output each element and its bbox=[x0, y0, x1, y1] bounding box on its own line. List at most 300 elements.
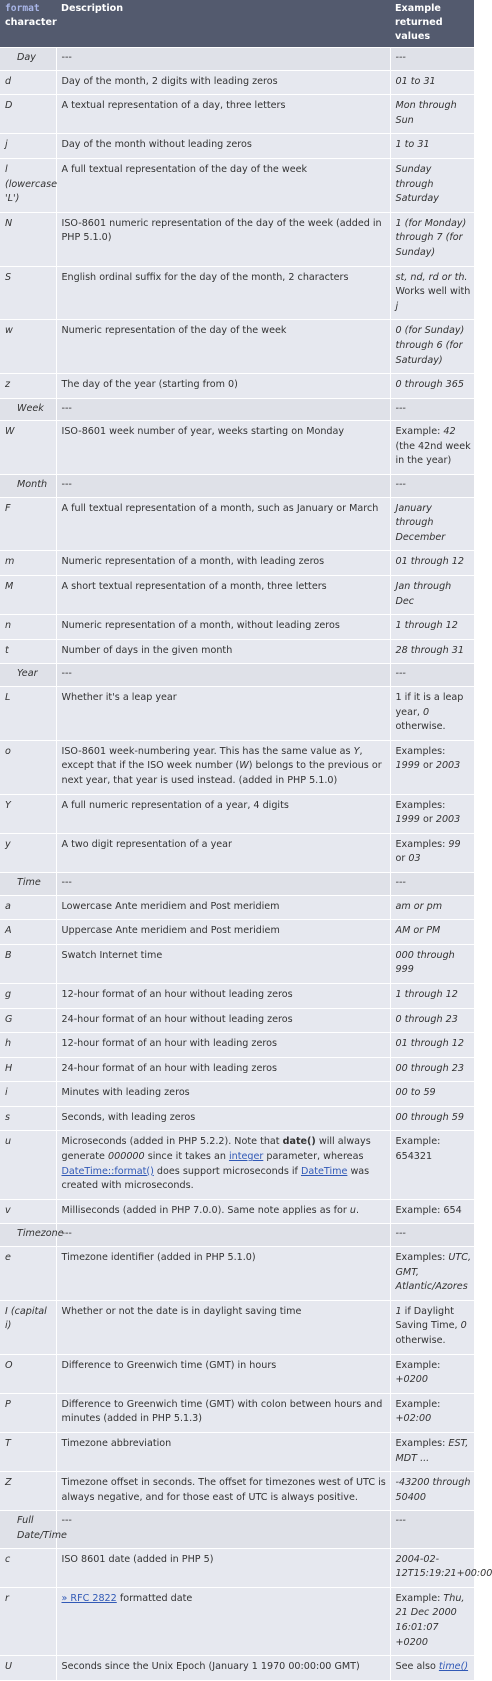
example-value-cell bbox=[390, 1656, 474, 1681]
text-segment: Examples: bbox=[396, 1252, 449, 1263]
example-value-cell bbox=[390, 1247, 474, 1301]
format-char: j bbox=[0, 134, 56, 159]
description-cell bbox=[56, 1247, 390, 1301]
text-segment: was created with microseconds. bbox=[62, 1166, 370, 1192]
example-value-cell: --- bbox=[390, 872, 474, 895]
example-value-cell bbox=[390, 1057, 474, 1082]
example-value-cell bbox=[390, 794, 474, 833]
header-format-code: format bbox=[5, 3, 40, 14]
description-cell: --- bbox=[56, 664, 390, 687]
header-example-values: Example returned values bbox=[390, 0, 474, 48]
doc-link[interactable]: integer bbox=[229, 1151, 263, 1162]
table-row bbox=[0, 983, 474, 1008]
text-segment: ) belongs to the previous or next year, that year is used instead. (added in PHP 5.1.0) bbox=[62, 760, 382, 786]
table-row bbox=[0, 158, 474, 212]
table-row bbox=[0, 615, 474, 640]
table-row bbox=[0, 687, 474, 741]
text-segment: A full textual representation of the day of the week bbox=[62, 164, 308, 175]
example-value-cell bbox=[390, 920, 474, 945]
text-segment: 28 through 31 bbox=[396, 645, 464, 656]
text-segment: if Daylight Saving Time, bbox=[396, 1306, 461, 1332]
description-cell bbox=[56, 1354, 390, 1393]
text-segment: Seconds, with leading zeros bbox=[62, 1112, 196, 1123]
table-row bbox=[0, 497, 474, 551]
description-cell bbox=[56, 421, 390, 475]
table-row bbox=[0, 1472, 474, 1511]
format-char: u bbox=[0, 1131, 56, 1199]
text-segment: Milliseconds (added in PHP 7.0.0). Same note applies as for bbox=[62, 1205, 350, 1216]
text-segment: 0 (for Sunday) through 6 (for Saturday) bbox=[396, 325, 465, 365]
text-segment: 01 through 12 bbox=[396, 556, 464, 567]
text-segment: -43200 through 50400 bbox=[396, 1477, 471, 1503]
text-segment: A two digit representation of a year bbox=[62, 839, 233, 850]
format-char: Y bbox=[0, 794, 56, 833]
text-segment: 0 bbox=[423, 707, 429, 718]
format-char: U bbox=[0, 1656, 56, 1681]
table-row bbox=[0, 1082, 474, 1107]
format-char: l (lowercase 'L') bbox=[0, 158, 56, 212]
description-cell bbox=[56, 1131, 390, 1199]
section-label: Timezone bbox=[0, 1224, 56, 1247]
text-segment: Whether it's a leap year bbox=[62, 692, 177, 703]
format-char: A bbox=[0, 920, 56, 945]
text-segment: English ordinal suffix for the day of the month, 2 characters bbox=[62, 272, 349, 283]
table-row bbox=[0, 1106, 474, 1131]
text-segment: Number of days in the given month bbox=[62, 645, 233, 656]
text-segment: Thu, 21 Dec 2000 16:01:07 +0200 bbox=[396, 1593, 465, 1648]
description-cell bbox=[56, 497, 390, 551]
table-row bbox=[0, 920, 474, 945]
text-segment: Minutes with leading zeros bbox=[62, 1087, 190, 1098]
example-value-cell bbox=[390, 895, 474, 920]
italic-text: 000000 bbox=[108, 1151, 145, 1162]
description-cell bbox=[56, 615, 390, 640]
example-value-cell: --- bbox=[390, 1511, 474, 1548]
table-row bbox=[0, 95, 474, 134]
example-value-cell bbox=[390, 320, 474, 374]
example-value-cell bbox=[390, 421, 474, 475]
table-row bbox=[0, 1131, 474, 1199]
description-cell bbox=[56, 1008, 390, 1033]
table-row bbox=[0, 833, 474, 872]
text-segment: will always generate bbox=[62, 1136, 371, 1162]
description-cell bbox=[56, 134, 390, 159]
description-cell bbox=[56, 740, 390, 794]
description-cell bbox=[56, 687, 390, 741]
format-char: y bbox=[0, 833, 56, 872]
format-char: n bbox=[0, 615, 56, 640]
text-segment: 000 through 999 bbox=[396, 950, 455, 976]
description-cell bbox=[56, 1082, 390, 1107]
format-char: r bbox=[0, 1587, 56, 1655]
text-segment: j bbox=[396, 301, 399, 312]
text-segment: otherwise. bbox=[396, 1335, 446, 1346]
doc-link[interactable]: time() bbox=[439, 1661, 468, 1672]
description-cell bbox=[56, 1432, 390, 1471]
description-cell: --- bbox=[56, 1511, 390, 1548]
text-segment: 1 if it is a leap year, bbox=[396, 692, 464, 718]
doc-link[interactable]: DateTime bbox=[301, 1166, 347, 1177]
text-segment: UTC, GMT, Atlantic/Azores bbox=[396, 1252, 472, 1292]
text-segment: A full numeric representation of a year, 4 digits bbox=[62, 800, 289, 811]
description-cell: --- bbox=[56, 48, 390, 71]
description-cell bbox=[56, 983, 390, 1008]
text-segment: ISO-8601 week-numbering year. This has the same value as bbox=[62, 746, 354, 757]
text-segment: ISO-8601 week number of year, weeks starting on Monday bbox=[62, 426, 345, 437]
format-char: T bbox=[0, 1432, 56, 1471]
table-row bbox=[0, 374, 474, 399]
text-segment: 24-hour format of an hour with leading zeros bbox=[62, 1063, 277, 1074]
text-segment: 0 through 23 bbox=[396, 1014, 458, 1025]
format-char: H bbox=[0, 1057, 56, 1082]
description-cell bbox=[56, 1033, 390, 1058]
text-segment: A full textual representation of a month, such as January or March bbox=[62, 503, 379, 514]
text-segment: . bbox=[356, 1205, 359, 1216]
text-segment: 1 through 12 bbox=[396, 989, 458, 1000]
format-char: t bbox=[0, 639, 56, 664]
format-char: d bbox=[0, 70, 56, 95]
format-char: c bbox=[0, 1548, 56, 1587]
example-value-cell: --- bbox=[390, 475, 474, 498]
text-segment: or bbox=[396, 853, 409, 864]
example-value-cell: --- bbox=[390, 664, 474, 687]
example-value-cell bbox=[390, 1106, 474, 1131]
text-segment: Day of the month, 2 digits with leading zeros bbox=[62, 76, 278, 87]
example-value-cell: --- bbox=[390, 1224, 474, 1247]
text-segment: formatted date bbox=[117, 1593, 193, 1604]
table-row bbox=[0, 1393, 474, 1432]
format-char: e bbox=[0, 1247, 56, 1301]
table-row bbox=[0, 895, 474, 920]
section-row bbox=[0, 475, 474, 498]
text-segment: AM or PM bbox=[396, 925, 441, 936]
section-label: Week bbox=[0, 398, 56, 421]
example-value-cell bbox=[390, 1033, 474, 1058]
section-label: Year bbox=[0, 664, 56, 687]
format-char: L bbox=[0, 687, 56, 741]
format-char: z bbox=[0, 374, 56, 399]
example-value-cell bbox=[390, 1008, 474, 1033]
format-char: s bbox=[0, 1106, 56, 1131]
text-segment: Numeric representation of a month, with leading zeros bbox=[62, 556, 325, 567]
description-cell bbox=[56, 895, 390, 920]
table-row bbox=[0, 1548, 474, 1587]
header-format-character bbox=[0, 0, 56, 48]
description-cell bbox=[56, 1057, 390, 1082]
table-row bbox=[0, 1057, 474, 1082]
example-value-cell bbox=[390, 212, 474, 266]
example-value-cell bbox=[390, 944, 474, 983]
text-segment: Jan through Dec bbox=[396, 581, 452, 607]
format-char: O bbox=[0, 1354, 56, 1393]
example-value-cell bbox=[390, 551, 474, 576]
example-value-cell bbox=[390, 1548, 474, 1587]
format-char: o bbox=[0, 740, 56, 794]
table-row bbox=[0, 1199, 474, 1224]
format-char: P bbox=[0, 1393, 56, 1432]
table-row bbox=[0, 320, 474, 374]
text-segment: am or pm bbox=[396, 901, 443, 912]
description-cell bbox=[56, 1393, 390, 1432]
example-value-cell: --- bbox=[390, 48, 474, 71]
italic-text: u bbox=[350, 1205, 356, 1216]
text-segment: 0 bbox=[461, 1320, 467, 1331]
description-cell bbox=[56, 1106, 390, 1131]
description-cell bbox=[56, 576, 390, 615]
example-value-cell bbox=[390, 833, 474, 872]
description-cell bbox=[56, 1548, 390, 1587]
format-char: m bbox=[0, 551, 56, 576]
description-cell: --- bbox=[56, 1224, 390, 1247]
example-value-cell bbox=[390, 1393, 474, 1432]
section-row bbox=[0, 1224, 474, 1247]
text-segment: Day of the month without leading zeros bbox=[62, 139, 252, 150]
example-value-cell bbox=[390, 1354, 474, 1393]
section-label: Day bbox=[0, 48, 56, 71]
text-segment: Uppercase Ante meridiem and Post meridiem bbox=[62, 925, 280, 936]
text-segment: 2004-02-12T15:19:21+00:00 bbox=[396, 1554, 492, 1580]
description-cell bbox=[56, 1587, 390, 1655]
format-char: F bbox=[0, 497, 56, 551]
description-cell bbox=[56, 1656, 390, 1681]
text-segment: 1 (for Monday) through 7 (for Sunday) bbox=[396, 218, 467, 258]
example-value-cell bbox=[390, 615, 474, 640]
header-character-label: character bbox=[5, 17, 57, 28]
example-value-cell: --- bbox=[390, 398, 474, 421]
table-body bbox=[0, 48, 474, 1681]
text-segment: parameter, whereas bbox=[263, 1151, 363, 1162]
text-segment: ISO-8601 numeric representation of the day of the week (added in PHP 5.1.0) bbox=[62, 218, 382, 244]
text-segment: Microseconds (added in PHP 5.2.2). Note that bbox=[62, 1136, 283, 1147]
text-segment: 00 through 59 bbox=[396, 1112, 464, 1123]
description-cell bbox=[56, 944, 390, 983]
text-segment: or bbox=[420, 760, 436, 771]
example-value-cell bbox=[390, 266, 474, 320]
header-description: Description bbox=[56, 0, 390, 48]
table-row bbox=[0, 1247, 474, 1301]
example-value-cell bbox=[390, 639, 474, 664]
doc-link[interactable]: DateTime::format() bbox=[62, 1166, 154, 1177]
text-segment: +0200 bbox=[396, 1374, 428, 1385]
text-segment: Mon through Sun bbox=[396, 100, 457, 126]
text-segment: Lowercase Ante meridiem and Post meridiem bbox=[62, 901, 280, 912]
table-row bbox=[0, 212, 474, 266]
text-segment: 1 to 31 bbox=[396, 139, 430, 150]
text-segment: 1999 bbox=[396, 760, 420, 771]
description-cell bbox=[56, 1300, 390, 1354]
example-value-cell bbox=[390, 70, 474, 95]
description-cell bbox=[56, 212, 390, 266]
text-segment: Examples: bbox=[396, 746, 446, 757]
example-value-cell bbox=[390, 95, 474, 134]
format-char: I (capital i) bbox=[0, 1300, 56, 1354]
table-row bbox=[0, 944, 474, 983]
table-row bbox=[0, 266, 474, 320]
section-row bbox=[0, 398, 474, 421]
text-segment: The day of the year (starting from 0) bbox=[62, 379, 238, 390]
table-row bbox=[0, 794, 474, 833]
text-segment: Seconds since the Unix Epoch (January 1 1970 00:00:00 GMT) bbox=[62, 1661, 360, 1672]
text-segment: 01 through 12 bbox=[396, 1038, 464, 1049]
text-segment: Whether or not the date is in daylight saving time bbox=[62, 1306, 302, 1317]
section-label: Full Date/Time bbox=[0, 1511, 56, 1548]
text-segment: +02:00 bbox=[396, 1413, 432, 1424]
format-char: W bbox=[0, 421, 56, 475]
example-value-cell bbox=[390, 1300, 474, 1354]
text-segment: 1 bbox=[396, 1306, 402, 1317]
description-cell: --- bbox=[56, 872, 390, 895]
description-cell bbox=[56, 833, 390, 872]
table-row bbox=[0, 740, 474, 794]
table-row bbox=[0, 134, 474, 159]
text-segment: Examples: bbox=[396, 1438, 449, 1449]
description-cell bbox=[56, 158, 390, 212]
table-row bbox=[0, 1587, 474, 1655]
example-value-cell bbox=[390, 740, 474, 794]
text-segment: January through December bbox=[396, 503, 446, 543]
description-cell bbox=[56, 95, 390, 134]
format-char: w bbox=[0, 320, 56, 374]
format-char: v bbox=[0, 1199, 56, 1224]
text-segment: Timezone identifier (added in PHP 5.1.0) bbox=[62, 1252, 256, 1263]
text-segment: since it takes an bbox=[145, 1151, 229, 1162]
example-value-cell bbox=[390, 983, 474, 1008]
table-row bbox=[0, 1354, 474, 1393]
text-segment: 12-hour format of an hour without leading zeros bbox=[62, 989, 293, 1000]
section-label: Month bbox=[0, 475, 56, 498]
text-segment: does support microseconds if bbox=[154, 1166, 301, 1177]
text-segment: 1 through 12 bbox=[396, 620, 458, 631]
text-segment: otherwise. bbox=[396, 721, 446, 732]
text-segment: 00 to 59 bbox=[396, 1087, 436, 1098]
text-segment: 00 through 23 bbox=[396, 1063, 464, 1074]
text-segment: Difference to Greenwich time (GMT) in hours bbox=[62, 1360, 277, 1371]
example-value-cell bbox=[390, 1199, 474, 1224]
description-cell bbox=[56, 1199, 390, 1224]
format-char: i bbox=[0, 1082, 56, 1107]
text-segment: A short textual representation of a month, three letters bbox=[62, 581, 327, 592]
text-segment: Sunday through Saturday bbox=[396, 164, 439, 204]
description-cell bbox=[56, 320, 390, 374]
table-header-row bbox=[0, 0, 474, 48]
text-segment: Timezone abbreviation bbox=[62, 1438, 172, 1449]
text-segment: 1999 bbox=[396, 814, 420, 825]
text-segment: Numeric representation of a month, without leading zeros bbox=[62, 620, 340, 631]
text-segment: Example: bbox=[396, 426, 444, 437]
section-label: Time bbox=[0, 872, 56, 895]
text-segment: 42 bbox=[443, 426, 455, 437]
text-segment: 24-hour format of an hour without leading zeros bbox=[62, 1014, 293, 1025]
description-cell bbox=[56, 794, 390, 833]
table-row bbox=[0, 70, 474, 95]
description-cell bbox=[56, 266, 390, 320]
text-segment: Example: 654 bbox=[396, 1205, 462, 1216]
description-cell bbox=[56, 374, 390, 399]
table-row bbox=[0, 1432, 474, 1471]
format-char: h bbox=[0, 1033, 56, 1058]
text-segment: 2003 bbox=[436, 814, 460, 825]
text-segment: A textual representation of a day, three letters bbox=[62, 100, 286, 111]
text-segment: Timezone offset in seconds. The offset for timezones west of UTC is always negative, and for those east of UTC is always positive. bbox=[62, 1477, 386, 1503]
text-segment: 12-hour format of an hour with leading zeros bbox=[62, 1038, 277, 1049]
table-row bbox=[0, 1033, 474, 1058]
description-cell bbox=[56, 70, 390, 95]
example-value-cell bbox=[390, 497, 474, 551]
format-char: Z bbox=[0, 1472, 56, 1511]
section-row bbox=[0, 48, 474, 71]
text-segment: Example: bbox=[396, 1360, 441, 1371]
format-char: S bbox=[0, 266, 56, 320]
text-segment: Swatch Internet time bbox=[62, 950, 163, 961]
text-segment: See also bbox=[396, 1661, 439, 1672]
text-segment: EST, MDT ... bbox=[396, 1438, 469, 1464]
format-char: D bbox=[0, 95, 56, 134]
text-segment: (the 42nd week in the year) bbox=[396, 441, 471, 467]
text-segment: st, nd, rd or th. bbox=[396, 272, 468, 283]
text-segment: Example: 654321 bbox=[396, 1136, 441, 1162]
bold-code: date() bbox=[283, 1136, 316, 1147]
section-row bbox=[0, 1511, 474, 1548]
description-cell bbox=[56, 1472, 390, 1511]
example-value-cell bbox=[390, 1082, 474, 1107]
table-row bbox=[0, 1656, 474, 1681]
text-segment: or bbox=[420, 814, 436, 825]
table-row bbox=[0, 639, 474, 664]
table-row bbox=[0, 576, 474, 615]
text-segment: 0 through 365 bbox=[396, 379, 464, 390]
example-value-cell bbox=[390, 576, 474, 615]
table-row bbox=[0, 551, 474, 576]
example-value-cell bbox=[390, 1131, 474, 1199]
text-segment: 01 to 31 bbox=[396, 76, 436, 87]
text-segment: ISO 8601 date (added in PHP 5) bbox=[62, 1554, 214, 1565]
description-cell: --- bbox=[56, 398, 390, 421]
text-segment: Examples: bbox=[396, 800, 446, 811]
text-segment: Examples: bbox=[396, 839, 449, 850]
description-cell bbox=[56, 920, 390, 945]
text-segment: , except that if the ISO week number ( bbox=[62, 746, 363, 772]
table-row bbox=[0, 1008, 474, 1033]
text-segment: Example: bbox=[396, 1593, 444, 1604]
format-char: a bbox=[0, 895, 56, 920]
format-char: G bbox=[0, 1008, 56, 1033]
description-cell: --- bbox=[56, 475, 390, 498]
format-char: M bbox=[0, 576, 56, 615]
example-value-cell bbox=[390, 134, 474, 159]
text-segment: 99 bbox=[448, 839, 460, 850]
example-value-cell bbox=[390, 687, 474, 741]
example-value-cell bbox=[390, 374, 474, 399]
section-row bbox=[0, 664, 474, 687]
example-value-cell bbox=[390, 1472, 474, 1511]
example-value-cell bbox=[390, 158, 474, 212]
doc-link[interactable]: » RFC 2822 bbox=[62, 1593, 117, 1604]
text-segment: 03 bbox=[408, 853, 420, 864]
example-value-cell bbox=[390, 1587, 474, 1655]
italic-text: W bbox=[239, 760, 249, 771]
section-row bbox=[0, 872, 474, 895]
format-char: g bbox=[0, 983, 56, 1008]
text-segment: Numeric representation of the day of the week bbox=[62, 325, 287, 336]
format-char: B bbox=[0, 944, 56, 983]
format-char: N bbox=[0, 212, 56, 266]
table-row bbox=[0, 421, 474, 475]
text-segment: Example: bbox=[396, 1399, 441, 1410]
table-row bbox=[0, 1300, 474, 1354]
italic-text: Y bbox=[354, 746, 360, 757]
description-cell bbox=[56, 551, 390, 576]
text-segment: Difference to Greenwich time (GMT) with colon between hours and minutes (added in PHP 5.1.3) bbox=[62, 1399, 383, 1425]
